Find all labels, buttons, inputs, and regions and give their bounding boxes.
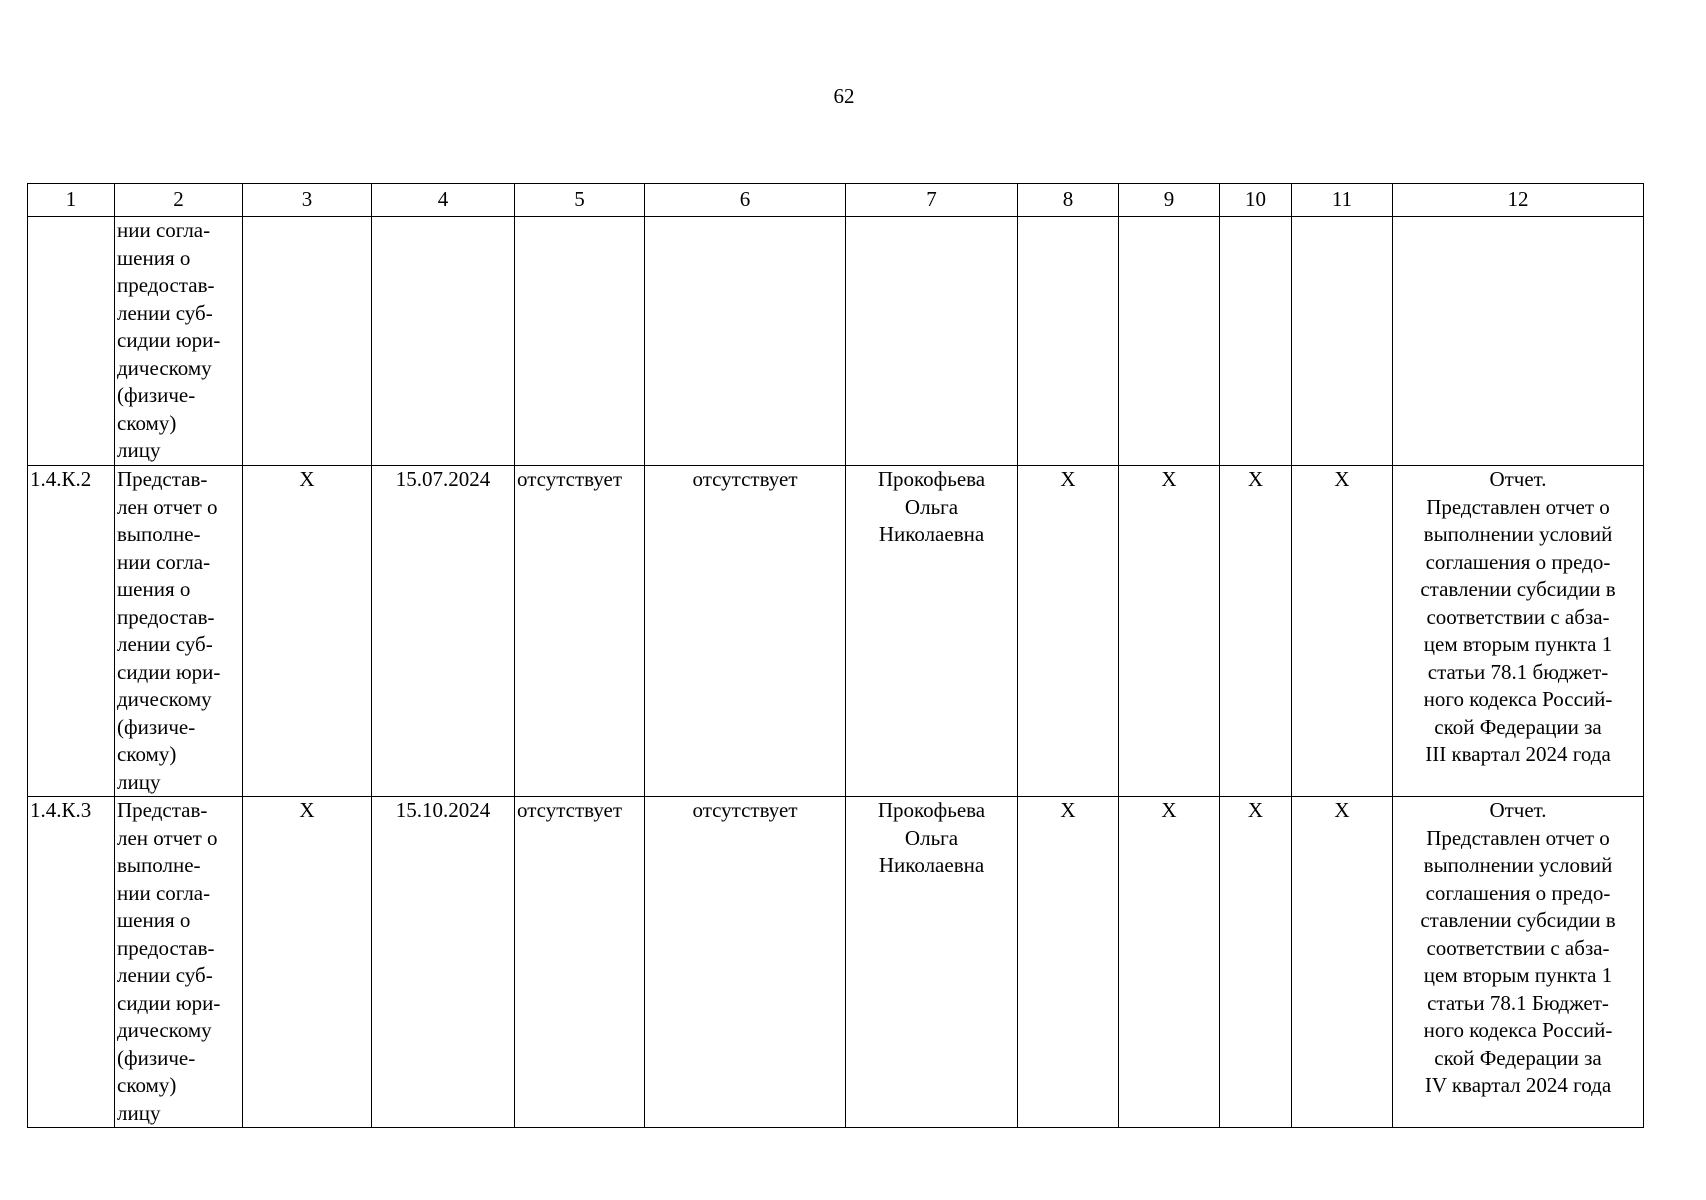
result-cell: Отчет. Представлен отчет о выполнении условий соглашения о предо- ставлении субсидии в соответствии с абза- цем вторым пункта 1 статьи 78.1 Бюджет- ного кодекса Россий- ской Федерации за IV квартал 2024 года	[1393, 797, 1644, 1128]
col8-cell	[1018, 217, 1119, 466]
col9-cell: Х	[1119, 466, 1220, 797]
col9-cell: Х	[1119, 797, 1220, 1128]
description-cell: Представ- лен отчет о выполне- нии согла- шения о предостав- лении суб- сидии юри- дическому (физиче- скому) лицу	[115, 797, 243, 1128]
col6-cell: отсутствует	[645, 797, 846, 1128]
page-number: 62	[833, 84, 855, 108]
col9-cell	[1119, 217, 1220, 466]
description-cell: Представ- лен отчет о выполне- нии согла- шения о предостав- лении суб- сидии юри- дическому (физиче- скому) лицу	[115, 466, 243, 797]
col8-cell: Х	[1018, 797, 1119, 1128]
column-header-7: 7	[846, 184, 1018, 217]
responsible-cell: Прокофьева Ольга Николаевна	[846, 466, 1018, 797]
table-row	[28, 797, 1644, 1128]
responsible-cell: Прокофьева Ольга Николаевна	[846, 797, 1018, 1128]
responsible-cell	[846, 217, 1018, 466]
date-cell	[372, 217, 515, 466]
result-cell: Отчет. Представлен отчет о выполнении условий соглашения о предо- ставлении субсидии в соответствии с абза- цем вторым пункта 1 статьи 78.1 бюджет- ного кодекса Россий- ской Федерации за III квартал 2024 года	[1393, 466, 1644, 797]
row-id-cell: 1.4.К.3	[28, 797, 115, 1128]
column-header-3: 3	[243, 184, 372, 217]
col3-cell: Х	[243, 797, 372, 1128]
date-cell: 15.10.2024	[372, 797, 515, 1128]
header-row	[28, 184, 1644, 217]
col5-cell: отсутствует	[515, 466, 645, 797]
description-cell: нии согла- шения о предостав- лении суб- сидии юри- дическому (физиче- скому) лицу	[115, 217, 243, 466]
col11-cell	[1292, 217, 1393, 466]
col10-cell: Х	[1220, 466, 1292, 797]
column-header-4: 4	[372, 184, 515, 217]
col3-cell	[243, 217, 372, 466]
column-header-12: 12	[1393, 184, 1644, 217]
column-header-2: 2	[115, 184, 243, 217]
column-header-1: 1	[28, 184, 115, 217]
col5-cell: отсутствует	[515, 797, 645, 1128]
col5-cell	[515, 217, 645, 466]
row-id-cell: 1.4.К.2	[28, 466, 115, 797]
col11-cell: Х	[1292, 466, 1393, 797]
column-header-5: 5	[515, 184, 645, 217]
row-id-cell	[28, 217, 115, 466]
result-cell	[1393, 217, 1644, 466]
col3-cell: Х	[243, 466, 372, 797]
col6-cell: отсутствует	[645, 466, 846, 797]
column-header-9: 9	[1119, 184, 1220, 217]
report-table	[27, 183, 1644, 1128]
column-header-8: 8	[1018, 184, 1119, 217]
column-header-6: 6	[645, 184, 846, 217]
col10-cell: Х	[1220, 797, 1292, 1128]
col8-cell: Х	[1018, 466, 1119, 797]
col11-cell: Х	[1292, 797, 1393, 1128]
column-header-10: 10	[1220, 184, 1292, 217]
col10-cell	[1220, 217, 1292, 466]
date-cell: 15.07.2024	[372, 466, 515, 797]
table-row	[28, 466, 1644, 797]
col6-cell	[645, 217, 846, 466]
table-row-continuation	[28, 217, 1644, 466]
column-header-11: 11	[1292, 184, 1393, 217]
